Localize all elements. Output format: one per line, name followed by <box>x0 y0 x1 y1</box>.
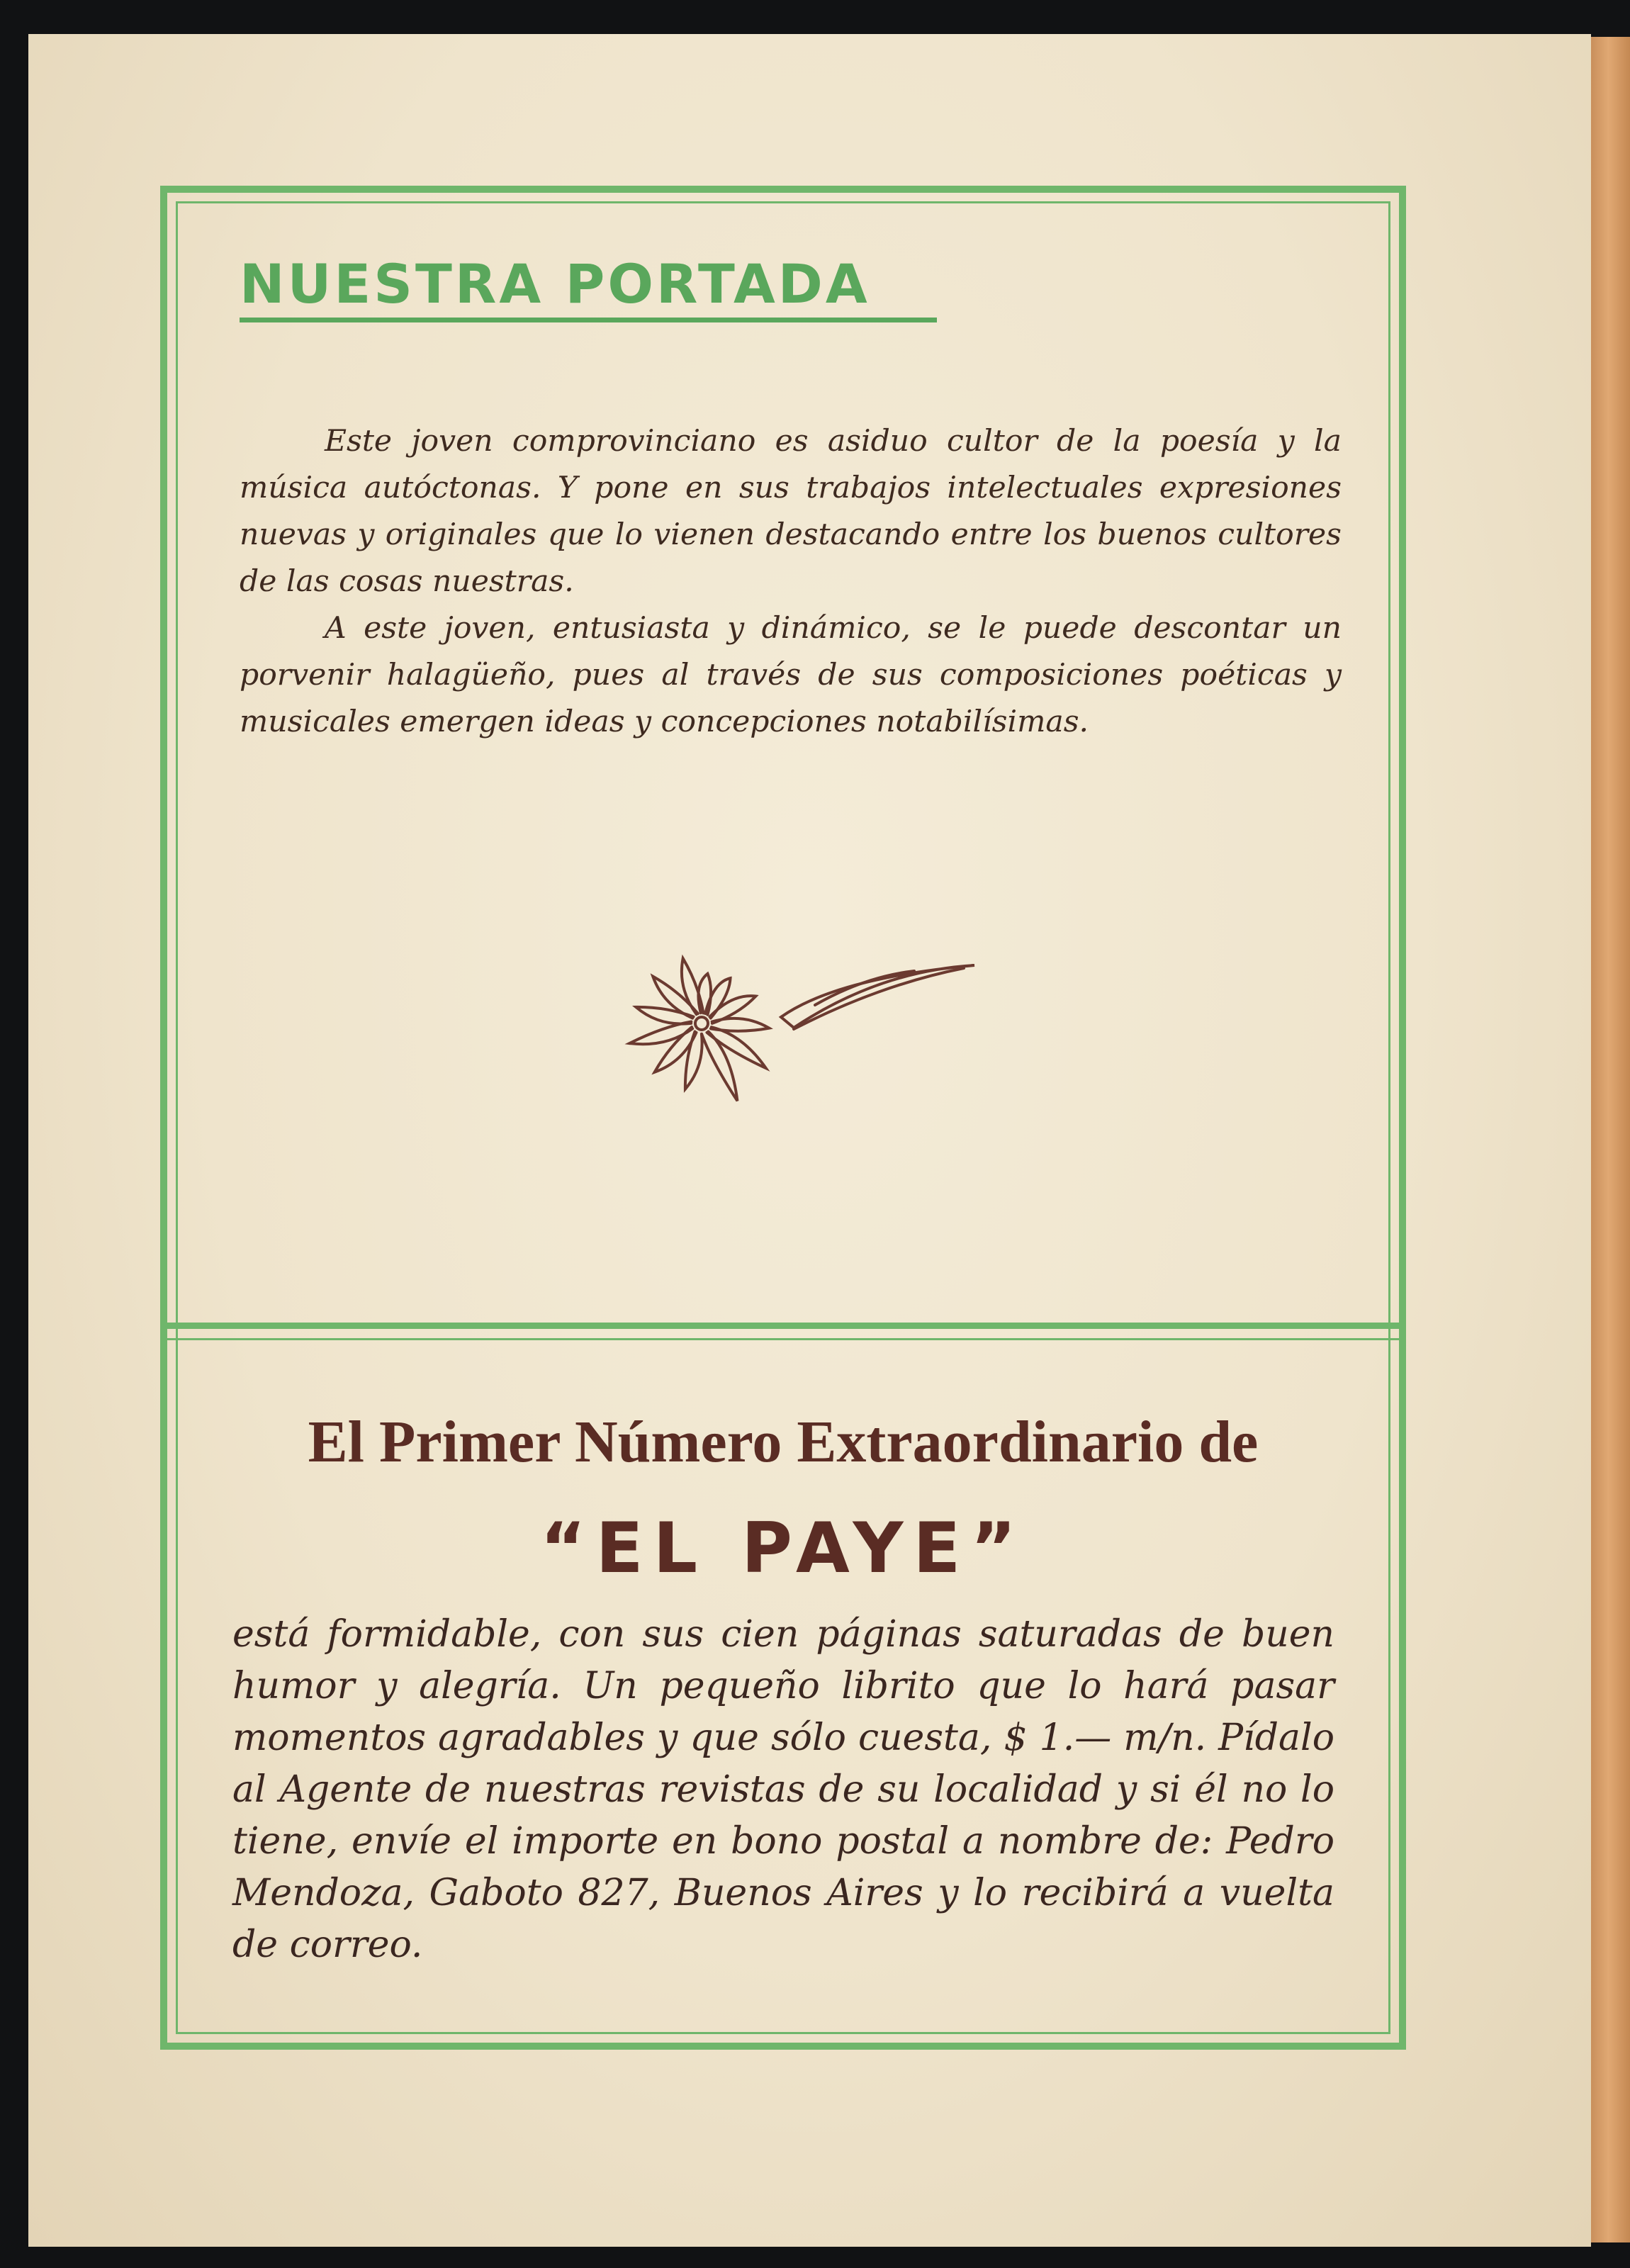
ad-body-text: está formidable, con sus cien páginas saturadas de buen humor y alegría. Un pequeño librito que lo hará pasar momentos agradables y que sólo cuesta, $ 1.— m/n. Pídalo al Agente de nuestras revistas de su localidad y si él no lo tiene, envíe el importe en bono postal a nombre de: Pedro Mendoza, Gaboto 827, Buenos Aires y lo recibirá a vuelta de correo. <box>232 1613 1334 1966</box>
ad-title: El Primer Número Extraordinario de <box>308 1409 1259 1475</box>
page-edge <box>1591 37 1630 2242</box>
ad-brand-name: “EL PAYE” <box>540 1508 1026 1589</box>
heading-underline <box>240 318 937 322</box>
section-divider <box>167 1323 1399 1341</box>
portada-heading: NUESTRA PORTADA <box>240 252 870 315</box>
portada-text <box>240 418 1342 746</box>
divider-thin-line <box>167 1338 1399 1340</box>
portada-paragraph-1: Este joven comprovinciano es asiduo cultor de la poesía y la música autóctonas. Y pone en sus trabajos intelectuales expresiones nuevas y originales que lo vienen destacando entre los buenos cultores de las cosas nuestras. <box>240 424 1342 599</box>
portada-paragraph-2: A este joven, entusiasta y dinámico, se le puede descontar un porvenir halagüeño, pues al través de sus composiciones poéticas y musicales emergen ideas y concepciones notabilísimas. <box>240 611 1342 739</box>
divider-thick-line <box>167 1323 1399 1329</box>
ad-body <box>232 1609 1334 1971</box>
flower-ornament-icon <box>581 950 992 1120</box>
